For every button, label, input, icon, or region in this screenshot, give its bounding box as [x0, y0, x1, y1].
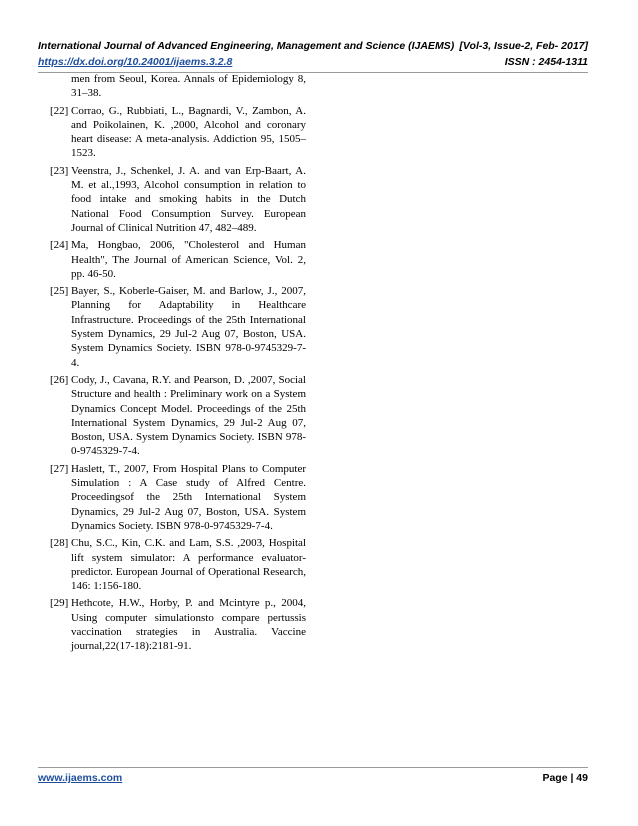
reference-number: [28] [50, 537, 69, 550]
reference-item [50, 104, 306, 161]
reference-text: Veenstra, J., Schenkel, J. A. and van Erp-Baart, A. M. et al.,1993, Alcohol consumption in relation to food intake and smoking habits in the Dutch National Food Consumption Survey. European Journal of Clinical Nutrition 47, 482–489. [71, 164, 306, 234]
reference-text: Corrao, G., Rubbiati, L., Bagnardi, V., Zambon, A. and Poikolainen, K. ,2000, Alcohol and coronary heart disease: A meta-analysis. Addiction 95, 1505–1523. [71, 104, 306, 160]
page-number: Page | 49 [542, 772, 588, 784]
reference-item [50, 72, 306, 101]
reference-number: [26] [50, 373, 69, 386]
reference-item [50, 238, 306, 281]
reference-text: Chu, S.C., Kin, C.K. and Lam, S.S. ,2003, Hospital lift system simulator: A performance evaluator-predictor. European Journal of Operational Research, 146: 1:156-180. [71, 537, 306, 593]
reference-number: [22] [50, 104, 69, 117]
reference-list [50, 72, 306, 657]
reference-text: Hethcote, H.W., Horby, P. and Mcintyre p., 2004, Using computer simulationsto compare pertussis vaccination strategies in Australia. Vaccine journal,22(17-18):2181-91. [71, 597, 306, 653]
reference-number: [27] [50, 462, 69, 475]
reference-item [50, 536, 306, 593]
reference-number: [29] [50, 597, 69, 610]
reference-text: men from Seoul, Korea. Annals of Epidemiology 8, 31–38. [71, 73, 306, 100]
website-link[interactable]: www.ijaems.com [38, 772, 123, 784]
reference-number: [23] [50, 164, 69, 177]
reference-number: [25] [50, 285, 69, 298]
reference-item [50, 284, 306, 370]
reference-text: Haslett, T., 2007, From Hospital Plans to Computer Simulation : A Case study of Alfred Centre. Proceedingsof the 25th International System Dynamics, 29 Jul-2 Aug 07, Boston, USA. System Dynamics Society. ISBN 978-0-9745329-7-4. [71, 462, 306, 532]
reference-item [50, 596, 306, 653]
doi-link[interactable]: https://dx.doi.org/10.24001/ijaems.3.2.8 [38, 56, 233, 68]
reference-text: Cody, J., Cavana, R.Y. and Pearson, D. ,2007, Social Structure and health : Preliminary work on a System Dynamics Concept Model. Proceedings of the 25th International System Dynamics, 29 Jul-2 Aug 07, Boston, USA. System Dynamics Society. ISBN 978-0-9745329-7-4. [71, 373, 306, 458]
issn: ISSN : 2454-1311 [504, 56, 588, 68]
reference-item [50, 164, 306, 235]
volume-issue: [Vol-3, Issue-2, Feb- 2017] [459, 40, 588, 52]
reference-text: Ma, Hongbao, 2006, "Cholesterol and Human Health", The Journal of American Science, Vol. 2, pp. 46-50. [71, 239, 306, 280]
reference-item [50, 373, 306, 459]
journal-title: International Journal of Advanced Engineering, Management and Science (IJAEMS) [38, 40, 455, 52]
reference-text: Bayer, S., Koberle-Gaiser, M. and Barlow, J., 2007, Planning for Adaptability in Healthcare Infrastructure. Proceedings of the 25th International System Dynamics, 29 Jul-2 Aug 07, Boston, USA. System Dynamics Society. ISBN 978-0-9745329-7-4. [71, 285, 306, 369]
reference-item [50, 462, 306, 533]
reference-number: [24] [50, 239, 69, 252]
footer-divider [38, 767, 588, 768]
